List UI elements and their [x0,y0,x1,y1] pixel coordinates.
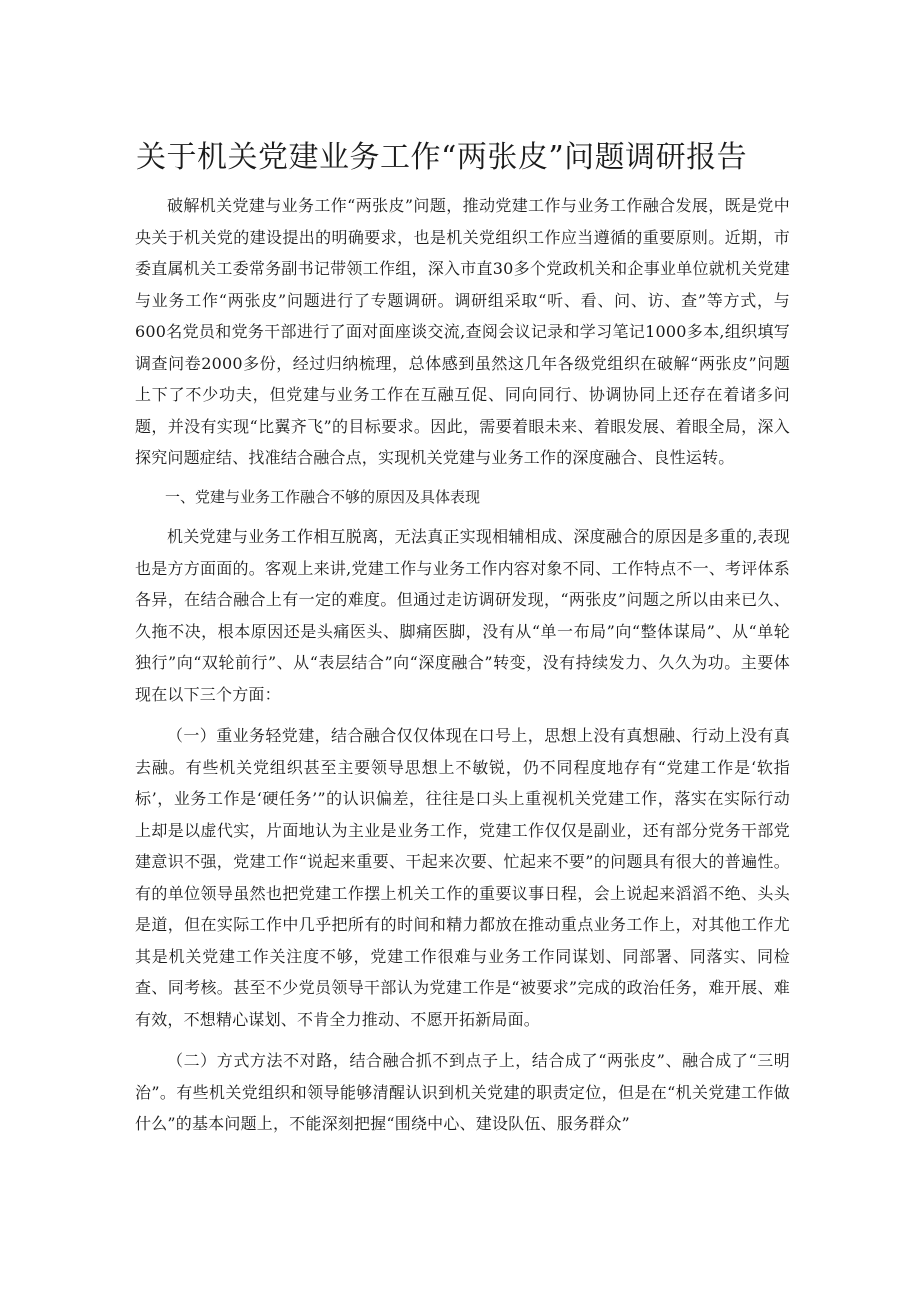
intro-paragraph: 破解机关党建与业务工作“两张皮”问题，推动党建工作与业务工作融合发展，既是党中央关于机关党的建设提出的明确要求，也是机关党组织工作应当遵循的重要原则。近期，市委直属机关工委常务副书记带领工作组，深入市直30多个党政机关和企事业单位就机关党建与业务工作“两张皮”问题进行了专题调研。调研组采取“听、看、问、访、查”等方式，与600名党员和党务干部进行了面对面座谈交流,查阅会议记录和学习笔记1000多本,组织填写调查问卷2000多份，经过归纳梳理，总体感到虽然这几年各级党组织在破解“两张皮”问题上下了不少功夫，但党建与业务工作在互融互促、同向同行、协调协同上还存在着诸多问题，并没有实现“比翼齐飞”的目标要求。因此，需要着眼未来、着眼发展、着眼全局，深入探究问题症结、找准结合融合点，实现机关党建与业务工作的深度融合、良性运转。 [135,196,790,467]
subsection-1-paragraph: （一）重业务轻党建，结合融合仅仅体现在口号上，思想上没有真想融、行动上没有真去融。有些机关党组织甚至主要领导思想上不敏锐，仍不同程度地存有“党建工作是‘软指标’，业务工作是‘硬任务’”的认识偏差，往往是口头上重视机关党建工作，落实在实际行动上却是以虚代实，片面地认为主业是业务工作，党建工作仅仅是副业，还有部分党务干部党建意识不强，党建工作“说起来重要、干起来次要、忙起来不要”的问题具有很大的普遍性。有的单位领导虽然也把党建工作摆上机关工作的重要议事日程，会上说起来滔滔不绝、头头是道，但在实际工作中几乎把所有的时间和精力都放在推动重点业务工作上，对其他工作尤其是机关党建工作关注度不够，党建工作很难与业务工作同谋划、同部署、同落实、同检查、同考核。甚至不少党员领导干部认为党建工作是“被要求”完成的政治任务，难开展、难有效，不想精心谋划、不肯全力推动、不愿开拓新局面。 [135,726,790,1029]
section-1-paragraph: 机关党建与业务工作相互脱离，无法真正实现相辅相成、深度融合的原因是多重的,表现也是方方面面的。客观上来讲,党建工作与业务工作内容对象不同、工作特点不一、考评体系各异，在结合融合上有一定的难度。但通过走访调研发现，“两张皮”问题之所以由来已久、久拖不决，根本原因还是头痛医头、脚痛医脚，没有从“单一布局”向“整体谋局”、从“单轮独行”向“双轮前行”、从“表层结合”向“深度融合”转变，没有持续发力、久久为功。主要体现在以下三个方面： [135,527,790,704]
subsection-2-paragraph: （二）方式方法不对路，结合融合抓不到点子上，结合成了“两张皮”、融合成了“三明治”。有些机关党组织和领导能够清醒认识到机关党建的职责定位，但是在“机关党建工作做什么”的基本问题上，不能深刻把握“围绕中心、建设队伍、服务群众” [135,1051,790,1133]
section-heading-1: 一、党建与业务工作融合不够的原因及具体表现 [165,487,481,506]
document-body [135,190,790,1140]
document-title: 关于机关党建业务工作“两张皮”问题调研报告 [136,140,748,175]
